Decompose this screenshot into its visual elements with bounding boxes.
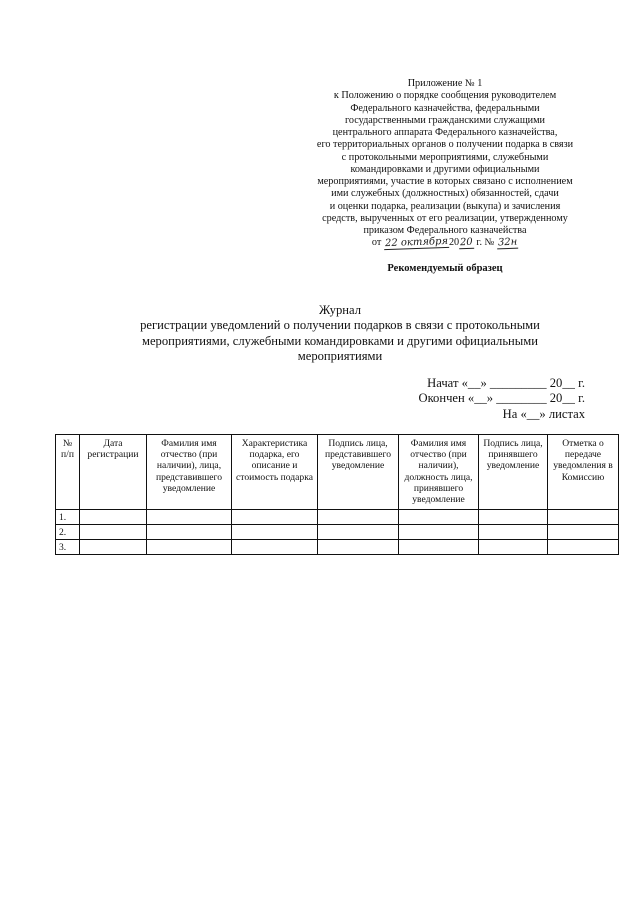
header-registration-date: Дата регистрации [80, 435, 147, 510]
sheet-count: На «__» листах [502, 406, 585, 421]
table-cell [399, 525, 479, 540]
table-cell [479, 510, 548, 525]
table-cell [80, 540, 147, 555]
order-number-handwritten: 32н [497, 236, 518, 249]
header-receiver-signature: Подпись лица, принявшего уведомление [479, 435, 548, 510]
started-date: Начат «__» _________ 20__ г. [427, 376, 585, 390]
table-cell [399, 540, 479, 555]
appendix-line: Федерального казначейства, федеральными [350, 102, 540, 114]
appendix-line: ими служебных (должностных) обязанностей, сдачи [331, 188, 559, 200]
row-number: 2. [56, 525, 80, 540]
table-header-row [56, 435, 619, 510]
journal-title-line: мероприятиями [297, 349, 383, 364]
table-cell [318, 510, 399, 525]
appendix-line: к Положению о порядке сообщения руководителем [333, 90, 557, 102]
header-number: № п/п [56, 435, 80, 510]
header-submitter-name: Фамилия имя отчество (при наличии), лица, представившего уведомление [147, 435, 232, 510]
header-commission-mark: Отметка о передаче уведомления в Комиссию [548, 435, 619, 510]
order-year-prefix: 20 [448, 237, 460, 249]
table-row [56, 525, 619, 540]
appendix-line: государственными гражданскими служащими [344, 114, 546, 126]
appendix-line: мероприятиями, участие в которых связано с исполнением [317, 176, 573, 187]
table-cell [479, 525, 548, 540]
appendix-block [300, 78, 590, 250]
table-cell [232, 510, 318, 525]
order-mid: г. № [476, 237, 495, 249]
table-cell [232, 540, 318, 555]
table-cell [548, 540, 619, 555]
order-date-handwritten: 22 октября [384, 236, 449, 250]
appendix-line: с протокольными мероприятиями, служебными [341, 151, 549, 163]
appendix-line: его территориальных органов о получении подарка в связи [316, 139, 574, 151]
table-cell [147, 510, 232, 525]
appendix-line: приказом Федерального казначейства [363, 225, 527, 236]
register-table [55, 434, 619, 555]
order-year-handwritten: 20 [459, 237, 474, 249]
sample-label: Рекомендуемый образец [387, 263, 503, 274]
table-row [56, 510, 619, 525]
table-cell [548, 510, 619, 525]
finished-date: Окончен «__» ________ 20__ г. [418, 391, 585, 406]
appendix-line: центрального аппарата Федерального казначейства, [332, 127, 558, 138]
appendix-line: средств, вырученных от его реализации, утвержденному [322, 212, 568, 224]
journal-dates [418, 376, 585, 422]
table-cell [479, 540, 548, 555]
header-gift-description: Характеристика подарка, его описание и стоимость подарка [232, 435, 318, 510]
header-receiver-name: Фамилия имя отчество (при наличии), должность лица, принявшего уведомление [399, 435, 479, 510]
header-submitter-signature: Подпись лица, представившего уведомление [318, 435, 399, 510]
table-cell [399, 510, 479, 525]
table-cell [318, 525, 399, 540]
table-cell [318, 540, 399, 555]
table-cell [80, 510, 147, 525]
table-cell [80, 525, 147, 540]
appendix-line: командировками и другими официальными [350, 163, 540, 175]
appendix-line: Приложение № 1 [407, 78, 483, 89]
journal-title-line: регистрации уведомлений о получении подарков в связи с протокольными [140, 318, 540, 333]
journal-title [100, 303, 580, 365]
journal-heading: Журнал [319, 303, 361, 317]
appendix-line: и оценки подарка, реализации (выкупа) и зачисления [329, 200, 561, 212]
order-reference [300, 237, 590, 249]
order-prefix: от [371, 237, 382, 249]
table-cell [232, 525, 318, 540]
table-cell [147, 525, 232, 540]
journal-title-line: мероприятиями, служебными командировками и другими официальными [142, 333, 538, 348]
row-number: 3. [56, 540, 80, 555]
table-row [56, 540, 619, 555]
row-number: 1. [56, 510, 80, 525]
table-cell [147, 540, 232, 555]
table-cell [548, 525, 619, 540]
